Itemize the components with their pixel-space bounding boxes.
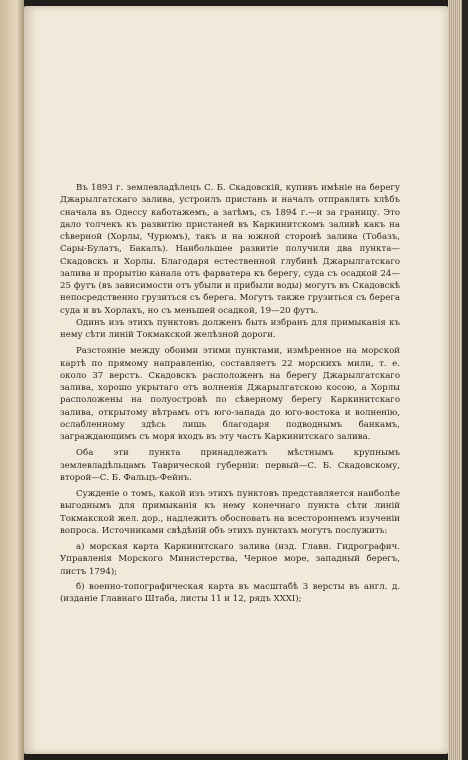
facing-page-edge <box>0 0 24 760</box>
paragraph-5: Сужденіе о томъ, какой изъ этихъ пунктовъ представляется наиболѣе выгоднымъ для примыканія къ нему конечнаго пункта сѣти линій Токмакской жел. дор., надлежитъ обосновать на всестороннемъ изученіи вопроса. Источниками свѣдѣній объ этихъ пунктахъ могутъ послужить: <box>60 489 400 536</box>
paragraph-1: Въ 1893 г. землевладѣлецъ С. Б. Скадовскій, купивъ имѣніе на берегу Джарылгатскаго залива, устроилъ пристань и началъ отправлять хлѣбъ сначала въ Одессу каботажемъ, а затѣмъ, съ 1894 г.—и за границу. Это дало толчекъ къ развитію пристаней въ Каркинитскомъ заливѣ какъ на сѣверной (Хорлы, Чурюмъ), такъ и на южной сторонѣ залива (Тобазъ, Сары-Булатъ, Бакалъ). Наибольшее развитіе получили два пункта—Скадовскъ и Хорлы. Благодаря естественной глубинѣ Джарылгатскаго залива и прорытію канала отъ фарватера къ берегу, суда съ осадкой 24—25 футъ (въ зависимости отъ убыли и прибыли воды) могутъ въ Скадовскѣ непосредственно грузиться съ берега. Могутъ также грузиться съ берега суда и въ Хорлахъ, но съ меньшей осадкой, 19—20 футъ. <box>60 183 400 316</box>
paragraph-2: Одинъ изъ этихъ пунктовъ долженъ быть избранъ для примыканія къ нему сѣти линій Токмакской желѣзной дороги. <box>60 317 400 340</box>
page-text <box>60 182 400 608</box>
paragraph-4: Оба эти пункта принадлежатъ мѣстнымъ крупнымъ землевладѣльцамъ Таврической губерніи: первый—С. Б. Скадовскому, второй—С. Б. Фальцъ-Фейнъ. <box>60 448 400 483</box>
page-stack-edge <box>448 0 468 760</box>
list-item-b: б) военно-топографическая карта въ масштабѣ 3 версты въ англ. д. (изданіе Главнаго Штаба, листы 11 и 12, рядъ XXXI); <box>60 581 400 604</box>
paragraph-3: Разстояніе между обоими этими пунктами, измѣренное на морской картѣ по прямому направленію, составляетъ 22 морскихъ мили, т. е. около 37 верстъ. Скадовскъ расположенъ на берегу Джарылгатскаго залива, хорошо укрытаго отъ волненія Джарылгатскою косою, а Хорлы расположены на полуостровѣ по сѣверному берегу Каркинитскаго залива, открытому вѣтрамъ отъ юго-запада до юго-востока и волненію, ослабленному здѣсь лишь благодаря подводнымъ банкамъ, заграждающимъ съ моря входъ въ эту часть Каркинитскаго залива. <box>60 346 400 442</box>
list-item-a: а) морская карта Каркинитскаго залива (изд. Главн. Гидрографич. Управленія Морского Министерства, Черное море, западный берегъ, листъ 1794); <box>60 542 400 577</box>
